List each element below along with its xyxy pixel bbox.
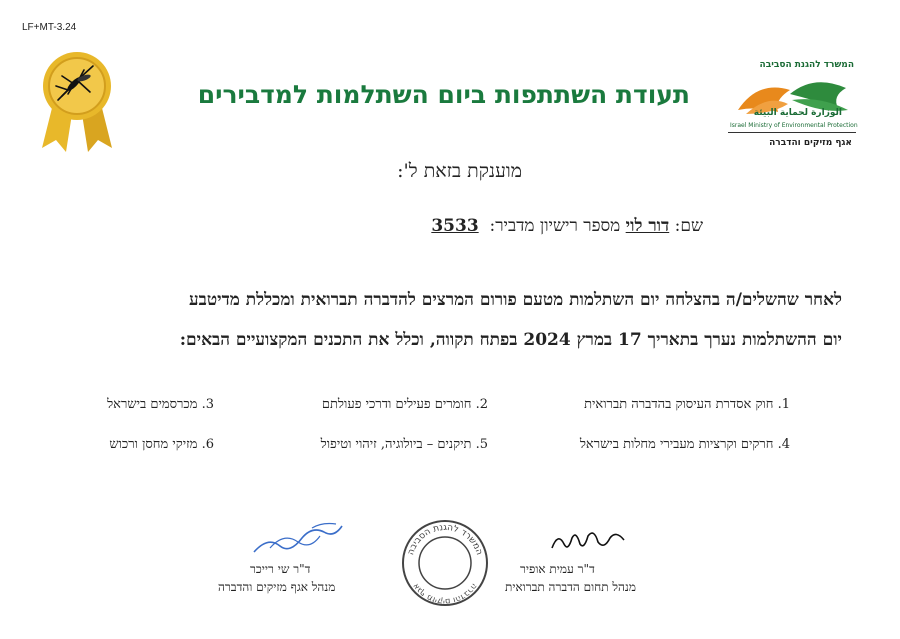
svg-text:המשרד להגנת הסביבה — [406, 523, 484, 557]
recipient-line — [431, 216, 703, 236]
logo-english-text: Israel Ministry of Environmental Protection — [730, 122, 858, 129]
logo-dept-text: אגף מזיקים והדברה — [769, 138, 852, 148]
logo-top-text: המשרד להגנת הסביבה — [759, 60, 854, 70]
name-value: דור לוי — [625, 216, 670, 236]
topic-item: 6. מזיקי מחסן ורכוש — [109, 437, 214, 452]
stamp-outer-text: המשרד להגנת הסביבה — [406, 522, 484, 557]
signature-right-name: ד"ר עמית אופיר — [520, 562, 595, 576]
topic-item: 5. תיקנים – ביולוגיה, זיהוי וטיפול — [320, 437, 488, 452]
logo-divider — [728, 132, 856, 133]
license-label: מספר רישיון מדביר: — [489, 216, 621, 236]
signature-right-role: מנהל תחום הדברה תברואית — [505, 580, 636, 594]
name-label: שם: — [674, 216, 703, 236]
signature-left-role: מנהל אגף מזיקים והדברה — [218, 580, 336, 594]
stamp-inner-text: אגף מזיקים והדברה — [410, 581, 480, 607]
logo-arabic-text: الوزارة لحماية البيئة — [753, 108, 842, 118]
signature-left-icon — [250, 518, 346, 558]
certificate-title: תעודת השתתפות ביום השתלמות למדבירים — [197, 80, 690, 109]
ministry-stamp-icon — [400, 518, 490, 608]
completion-paragraph-line-1: לאחר שהשלים/ה בהצלחה יום השתלמות מטעם פורום המרצים להדברה תברואית ומכללת מדיטבע — [189, 290, 842, 310]
topic-item: 3. מכרסמים בישראל — [107, 397, 214, 412]
medal-mosquito-icon — [38, 48, 116, 158]
topic-item: 4. חרקים וקרציות מעבירי מחלות בישראל — [579, 437, 790, 452]
completion-paragraph-line-2: יום ההשתלמות נערך בתאריך 17 במרץ 2024 בפתח תקווה, וכלל את התכנים המקצועיים הבאים: — [179, 330, 842, 350]
signature-left-name: ד"ר שי רייכר — [250, 562, 311, 576]
topic-item: 2. חומרים פעילים ודרכי פעולתם — [321, 397, 488, 412]
signature-right-icon — [548, 526, 628, 556]
ministry-logo — [728, 60, 860, 155]
license-value: 3533 — [431, 216, 479, 236]
leaves-logo-icon — [728, 70, 858, 128]
document-code: LF+MT-3.24 — [22, 22, 77, 33]
topic-item: 1. חוק אסדרת העיסוק בהדברה תברואית — [584, 397, 790, 412]
svg-text:אגף מזיקים והדברה — [411, 582, 479, 606]
awarded-to-label: מוענקת בזאת ל': — [397, 160, 522, 182]
